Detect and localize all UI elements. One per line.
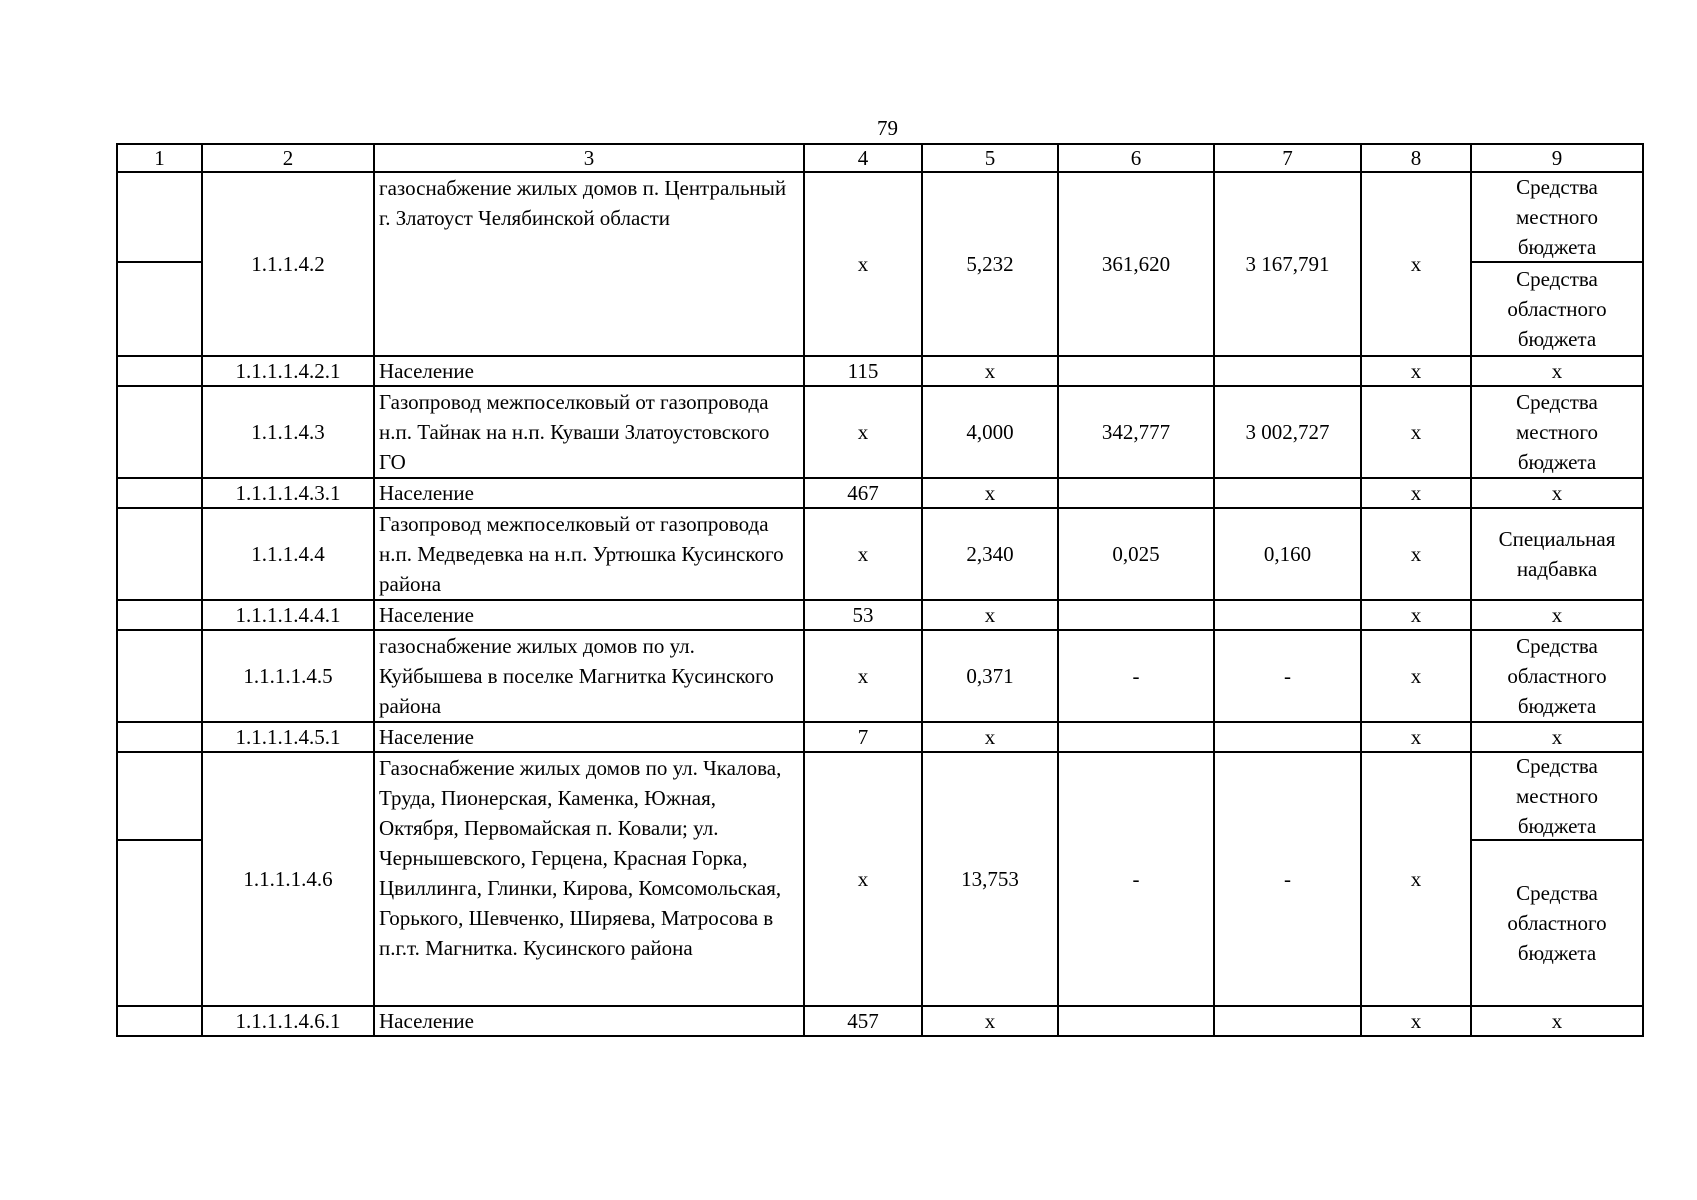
item-description: Население: [374, 600, 804, 630]
col5-value: 0,371: [922, 630, 1058, 722]
item-description: Население: [374, 722, 804, 752]
col7-value: [1214, 478, 1361, 508]
col6-value: [1058, 722, 1214, 752]
budget-table: [116, 143, 1644, 1037]
col6-value: -: [1058, 630, 1214, 722]
col8-value: х: [1361, 1006, 1471, 1036]
item-code: 1.1.1.4.2: [202, 172, 374, 356]
item-code: 1.1.1.1.4.2.1: [202, 356, 374, 386]
col4-value: 7: [804, 722, 922, 752]
col4-value: х: [804, 508, 922, 600]
item-description: [374, 752, 804, 1006]
funding-source: Средства областного бюджета: [1472, 261, 1642, 355]
item-description: Население: [374, 356, 804, 386]
col4-value: 115: [804, 356, 922, 386]
header-row: [117, 144, 1643, 172]
col4-value: 467: [804, 478, 922, 508]
item-code: 1.1.1.1.4.5: [202, 630, 374, 722]
col8-value: х: [1361, 478, 1471, 508]
item-description: Газопровод межпоселковый от газопровода н.п. Медведевка на н.п. Уртюшка Кусинского района: [374, 508, 804, 600]
table-row: [117, 722, 1643, 752]
row-number-cell: [117, 1006, 202, 1036]
row-number-cell: [117, 356, 202, 386]
col7-value: 3 167,791: [1214, 172, 1361, 356]
col5-value: 2,340: [922, 508, 1058, 600]
row-number-cell: [117, 752, 202, 1006]
funding-source: Средства областного бюджета: [1472, 839, 1642, 1005]
item-description-text: Газоснабжение жилых домов по ул. Чкалова, Труда, Пионерская, Каменка, Южная, Октября, Первомайская п. Ковали; ул. Чернышевского, Герцена, Красная Горка, Цвиллинга, Глинки, Кирова, Комсомольская, Горького, Шевченко, Ширяева, Матросова в п.г.т. Магнитка. Кусинского района: [379, 756, 782, 960]
col7-value: [1214, 600, 1361, 630]
col8-value: х: [1361, 172, 1471, 356]
header-col-6: 6: [1058, 144, 1214, 172]
row-number-cell: [117, 630, 202, 722]
header-col-3: 3: [374, 144, 804, 172]
row-number-cell: [117, 478, 202, 508]
table-row: [117, 600, 1643, 630]
col4-value: х: [804, 752, 922, 1006]
col5-value: х: [922, 600, 1058, 630]
col7-value: -: [1214, 752, 1361, 1006]
header-col-5: 5: [922, 144, 1058, 172]
table-row: [117, 752, 1643, 1006]
col6-value: [1058, 600, 1214, 630]
funding-source: х: [1471, 478, 1643, 508]
header-col-8: 8: [1361, 144, 1471, 172]
table-row: [117, 386, 1643, 478]
col5-value: 13,753: [922, 752, 1058, 1006]
item-description: газоснабжение жилых домов по ул. Куйбышева в поселке Магнитка Кусинского района: [374, 630, 804, 722]
col6-value: [1058, 478, 1214, 508]
col8-value: х: [1361, 752, 1471, 1006]
col4-value: х: [804, 172, 922, 356]
funding-source-cell: [1471, 172, 1643, 356]
col5-value: х: [922, 478, 1058, 508]
col7-value: [1214, 1006, 1361, 1036]
col5-value: х: [922, 722, 1058, 752]
item-description: Газопровод межпоселковый от газопровода н.п. Тайнак на н.п. Куваши Златоустовского ГО: [374, 386, 804, 478]
row-number-cell: [117, 600, 202, 630]
item-code: 1.1.1.1.4.5.1: [202, 722, 374, 752]
col8-value: х: [1361, 722, 1471, 752]
row-number-cell: [117, 386, 202, 478]
col5-value: 5,232: [922, 172, 1058, 356]
col7-value: [1214, 356, 1361, 386]
table-row: [117, 356, 1643, 386]
col7-value: -: [1214, 630, 1361, 722]
col6-value: -: [1058, 752, 1214, 1006]
funding-source: Специальная надбавка: [1471, 508, 1643, 600]
col5-value: х: [922, 356, 1058, 386]
col8-value: х: [1361, 508, 1471, 600]
col5-value: х: [922, 1006, 1058, 1036]
col7-value: 0,160: [1214, 508, 1361, 600]
funding-source: х: [1471, 356, 1643, 386]
item-description: газоснабжение жилых домов п. Центральный г. Златоуст Челябинской области: [374, 172, 804, 356]
table-row: [117, 172, 1643, 356]
col4-value: х: [804, 630, 922, 722]
col8-value: х: [1361, 600, 1471, 630]
item-code: 1.1.1.4.3: [202, 386, 374, 478]
item-description: Население: [374, 478, 804, 508]
table-row: [117, 478, 1643, 508]
funding-source: Средства местного бюджета: [1516, 175, 1598, 259]
funding-source: Средства областного бюджета: [1471, 630, 1643, 722]
row-number-cell: [117, 722, 202, 752]
col4-value: х: [804, 386, 922, 478]
col6-value: [1058, 1006, 1214, 1036]
col6-value: [1058, 356, 1214, 386]
funding-source-cell: [1471, 752, 1643, 1006]
item-description: Население: [374, 1006, 804, 1036]
item-code: 1.1.1.1.4.3.1: [202, 478, 374, 508]
col8-value: х: [1361, 386, 1471, 478]
funding-source: Средства местного бюджета: [1516, 754, 1598, 838]
header-col-7: 7: [1214, 144, 1361, 172]
row-number-cell: [117, 508, 202, 600]
item-code: 1.1.1.4.4: [202, 508, 374, 600]
col6-value: 342,777: [1058, 386, 1214, 478]
funding-source: х: [1471, 1006, 1643, 1036]
header-col-4: 4: [804, 144, 922, 172]
item-code: 1.1.1.1.4.6: [202, 752, 374, 1006]
header-col-1: 1: [117, 144, 202, 172]
page-number: 79: [877, 116, 898, 140]
item-code: 1.1.1.1.4.4.1: [202, 600, 374, 630]
table-row: [117, 630, 1643, 722]
col6-value: 361,620: [1058, 172, 1214, 356]
item-code: 1.1.1.1.4.6.1: [202, 1006, 374, 1036]
col8-value: х: [1361, 356, 1471, 386]
header-col-9: 9: [1471, 144, 1643, 172]
funding-source: Средства местного бюджета: [1471, 386, 1643, 478]
col4-value: 53: [804, 600, 922, 630]
table-row: [117, 508, 1643, 600]
col6-value: 0,025: [1058, 508, 1214, 600]
table-row: [117, 1006, 1643, 1036]
funding-source: х: [1471, 600, 1643, 630]
col4-value: 457: [804, 1006, 922, 1036]
funding-source: х: [1471, 722, 1643, 752]
col8-value: х: [1361, 630, 1471, 722]
header-col-2: 2: [202, 144, 374, 172]
col5-value: 4,000: [922, 386, 1058, 478]
col7-value: [1214, 722, 1361, 752]
row-number-cell: [117, 172, 202, 356]
col7-value: 3 002,727: [1214, 386, 1361, 478]
